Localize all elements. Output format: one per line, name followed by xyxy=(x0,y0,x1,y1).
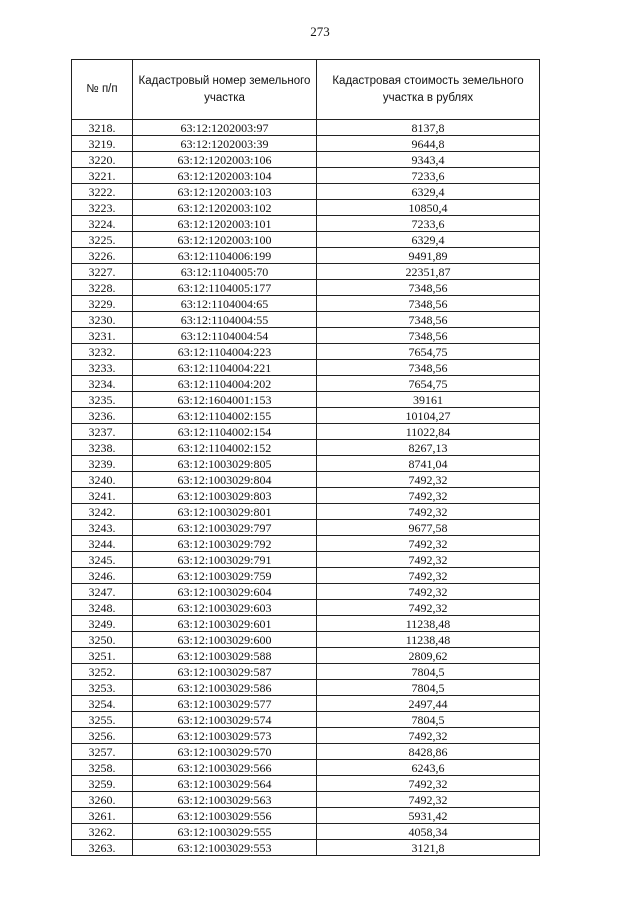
cadastral-value-cell: 7654,75 xyxy=(317,344,540,360)
cadastral-value-cell: 3121,8 xyxy=(317,840,540,856)
row-number-cell: 3263. xyxy=(72,840,133,856)
table-row xyxy=(72,520,540,536)
row-number-cell: 3256. xyxy=(72,728,133,744)
row-number-cell: 3249. xyxy=(72,616,133,632)
table-row xyxy=(72,536,540,552)
cadastral-number-cell: 63:12:1003029:573 xyxy=(133,728,317,744)
table-row xyxy=(72,152,540,168)
header-cadastral-value: Кадастровая стоимость земельного участка в рублях xyxy=(317,60,540,120)
table-row xyxy=(72,616,540,632)
cadastral-value-cell: 7492,32 xyxy=(317,792,540,808)
table-row xyxy=(72,664,540,680)
row-number-cell: 3255. xyxy=(72,712,133,728)
cadastral-number-cell: 63:12:1003029:564 xyxy=(133,776,317,792)
cadastral-number-cell: 63:12:1003029:577 xyxy=(133,696,317,712)
table-row xyxy=(72,792,540,808)
row-number-cell: 3218. xyxy=(72,120,133,136)
cadastral-value-cell: 2497,44 xyxy=(317,696,540,712)
cadastral-number-cell: 63:12:1202003:102 xyxy=(133,200,317,216)
cadastral-number-cell: 63:12:1104006:199 xyxy=(133,248,317,264)
row-number-cell: 3233. xyxy=(72,360,133,376)
cadastral-value-cell: 9343,4 xyxy=(317,152,540,168)
table-row xyxy=(72,120,540,136)
cadastral-number-cell: 63:12:1003029:587 xyxy=(133,664,317,680)
cadastral-number-cell: 63:12:1104004:221 xyxy=(133,360,317,376)
cadastral-value-cell: 11238,48 xyxy=(317,632,540,648)
table-row xyxy=(72,744,540,760)
table-row xyxy=(72,280,540,296)
cadastral-number-cell: 63:12:1003029:574 xyxy=(133,712,317,728)
row-number-cell: 3259. xyxy=(72,776,133,792)
cadastral-number-cell: 63:12:1003029:566 xyxy=(133,760,317,776)
row-number-cell: 3252. xyxy=(72,664,133,680)
cadastral-value-cell: 8428,86 xyxy=(317,744,540,760)
cadastral-number-cell: 63:12:1104002:154 xyxy=(133,424,317,440)
cadastral-number-cell: 63:12:1202003:106 xyxy=(133,152,317,168)
table-row xyxy=(72,760,540,776)
cadastral-number-cell: 63:12:1104002:152 xyxy=(133,440,317,456)
table-row xyxy=(72,632,540,648)
cadastral-value-cell: 7348,56 xyxy=(317,296,540,312)
cadastral-value-cell: 7492,32 xyxy=(317,488,540,504)
cadastral-number-cell: 63:12:1202003:101 xyxy=(133,216,317,232)
table-row xyxy=(72,264,540,280)
row-number-cell: 3251. xyxy=(72,648,133,664)
cadastral-number-cell: 63:12:1003029:563 xyxy=(133,792,317,808)
cadastral-value-cell: 7233,6 xyxy=(317,168,540,184)
table-row xyxy=(72,200,540,216)
cadastral-value-cell: 7492,32 xyxy=(317,472,540,488)
table-row xyxy=(72,808,540,824)
row-number-cell: 3243. xyxy=(72,520,133,536)
cadastral-value-cell: 7492,32 xyxy=(317,584,540,600)
cadastral-value-cell: 2809,62 xyxy=(317,648,540,664)
row-number-cell: 3229. xyxy=(72,296,133,312)
table-row xyxy=(72,824,540,840)
cadastral-number-cell: 63:12:1003029:601 xyxy=(133,616,317,632)
cadastral-number-cell: 63:12:1003029:803 xyxy=(133,488,317,504)
cadastral-value-cell: 10850,4 xyxy=(317,200,540,216)
row-number-cell: 3261. xyxy=(72,808,133,824)
cadastral-number-cell: 63:12:1104004:223 xyxy=(133,344,317,360)
cadastral-value-cell: 8741,04 xyxy=(317,456,540,472)
cadastral-value-cell: 7348,56 xyxy=(317,280,540,296)
cadastral-number-cell: 63:12:1003029:759 xyxy=(133,568,317,584)
table-row xyxy=(72,344,540,360)
cadastral-number-cell: 63:12:1003029:792 xyxy=(133,536,317,552)
cadastral-number-cell: 63:12:1202003:100 xyxy=(133,232,317,248)
row-number-cell: 3247. xyxy=(72,584,133,600)
table-row xyxy=(72,296,540,312)
table-row xyxy=(72,232,540,248)
row-number-cell: 3262. xyxy=(72,824,133,840)
cadastral-number-cell: 63:12:1003029:805 xyxy=(133,456,317,472)
header-row-number: № п/п xyxy=(72,60,133,120)
cadastral-value-cell: 7492,32 xyxy=(317,504,540,520)
cadastral-value-cell: 11022,84 xyxy=(317,424,540,440)
cadastral-value-cell: 7348,56 xyxy=(317,312,540,328)
cadastral-value-cell: 9644,8 xyxy=(317,136,540,152)
table-row xyxy=(72,136,540,152)
cadastral-value-cell: 8137,8 xyxy=(317,120,540,136)
cadastral-number-cell: 63:12:1003029:804 xyxy=(133,472,317,488)
cadastral-value-cell: 7348,56 xyxy=(317,328,540,344)
table-row xyxy=(72,216,540,232)
row-number-cell: 3245. xyxy=(72,552,133,568)
cadastral-number-cell: 63:12:1104005:70 xyxy=(133,264,317,280)
cadastral-number-cell: 63:12:1003029:600 xyxy=(133,632,317,648)
cadastral-value-cell: 9491,89 xyxy=(317,248,540,264)
row-number-cell: 3240. xyxy=(72,472,133,488)
table-row xyxy=(72,376,540,392)
cadastral-value-cell: 6329,4 xyxy=(317,232,540,248)
table-body xyxy=(72,120,540,856)
table-row xyxy=(72,248,540,264)
cadastral-number-cell: 63:12:1003029:801 xyxy=(133,504,317,520)
table-row xyxy=(72,408,540,424)
table-row xyxy=(72,440,540,456)
cadastral-value-cell: 9677,58 xyxy=(317,520,540,536)
table-row xyxy=(72,712,540,728)
cadastral-number-cell: 63:12:1003029:797 xyxy=(133,520,317,536)
cadastral-number-cell: 63:12:1202003:39 xyxy=(133,136,317,152)
row-number-cell: 3228. xyxy=(72,280,133,296)
cadastral-number-cell: 63:12:1003029:588 xyxy=(133,648,317,664)
cadastral-value-cell: 7492,32 xyxy=(317,776,540,792)
row-number-cell: 3223. xyxy=(72,200,133,216)
cadastral-value-cell: 7492,32 xyxy=(317,552,540,568)
cadastral-number-cell: 63:12:1104004:65 xyxy=(133,296,317,312)
row-number-cell: 3254. xyxy=(72,696,133,712)
cadastral-value-cell: 4058,34 xyxy=(317,824,540,840)
cadastral-value-cell: 6243,6 xyxy=(317,760,540,776)
table-row xyxy=(72,840,540,856)
row-number-cell: 3225. xyxy=(72,232,133,248)
row-number-cell: 3220. xyxy=(72,152,133,168)
cadastral-value-cell: 7492,32 xyxy=(317,600,540,616)
cadastral-value-cell: 5931,42 xyxy=(317,808,540,824)
table-row xyxy=(72,680,540,696)
table-row xyxy=(72,360,540,376)
table-row xyxy=(72,312,540,328)
table-row xyxy=(72,504,540,520)
table-row xyxy=(72,392,540,408)
cadastral-number-cell: 63:12:1202003:97 xyxy=(133,120,317,136)
cadastral-value-cell: 10104,27 xyxy=(317,408,540,424)
cadastral-value-cell: 7233,6 xyxy=(317,216,540,232)
table-row xyxy=(72,776,540,792)
cadastral-number-cell: 63:12:1003029:603 xyxy=(133,600,317,616)
table-row xyxy=(72,488,540,504)
cadastral-number-cell: 63:12:1003029:791 xyxy=(133,552,317,568)
table-row xyxy=(72,456,540,472)
cadastral-value-cell: 7804,5 xyxy=(317,680,540,696)
row-number-cell: 3260. xyxy=(72,792,133,808)
cadastral-number-cell: 63:12:1003029:556 xyxy=(133,808,317,824)
row-number-cell: 3237. xyxy=(72,424,133,440)
row-number-cell: 3221. xyxy=(72,168,133,184)
row-number-cell: 3244. xyxy=(72,536,133,552)
cadastral-value-cell: 7654,75 xyxy=(317,376,540,392)
cadastral-value-cell: 6329,4 xyxy=(317,184,540,200)
row-number-cell: 3238. xyxy=(72,440,133,456)
row-number-cell: 3227. xyxy=(72,264,133,280)
table-row xyxy=(72,568,540,584)
cadastral-number-cell: 63:12:1104002:155 xyxy=(133,408,317,424)
cadastral-value-table xyxy=(71,59,540,856)
cadastral-value-cell: 11238,48 xyxy=(317,616,540,632)
cadastral-number-cell: 63:12:1202003:104 xyxy=(133,168,317,184)
table-row xyxy=(72,472,540,488)
table-row xyxy=(72,648,540,664)
cadastral-number-cell: 63:12:1104005:177 xyxy=(133,280,317,296)
table-row xyxy=(72,424,540,440)
table-row xyxy=(72,600,540,616)
cadastral-value-cell: 22351,87 xyxy=(317,264,540,280)
page-number: 273 xyxy=(310,24,330,39)
cadastral-value-cell: 8267,13 xyxy=(317,440,540,456)
table-row xyxy=(72,728,540,744)
table-row xyxy=(72,168,540,184)
table-row xyxy=(72,552,540,568)
cadastral-value-cell: 7804,5 xyxy=(317,712,540,728)
row-number-cell: 3236. xyxy=(72,408,133,424)
cadastral-value-cell: 7804,5 xyxy=(317,664,540,680)
row-number-cell: 3224. xyxy=(72,216,133,232)
cadastral-value-cell: 39161 xyxy=(317,392,540,408)
row-number-cell: 3248. xyxy=(72,600,133,616)
cadastral-number-cell: 63:12:1003029:586 xyxy=(133,680,317,696)
row-number-cell: 3250. xyxy=(72,632,133,648)
row-number-cell: 3239. xyxy=(72,456,133,472)
cadastral-number-cell: 63:12:1104004:55 xyxy=(133,312,317,328)
row-number-cell: 3219. xyxy=(72,136,133,152)
cadastral-value-cell: 7492,32 xyxy=(317,568,540,584)
row-number-cell: 3242. xyxy=(72,504,133,520)
header-cadastral-number: Кадастровый номер земельного участка xyxy=(133,60,317,120)
row-number-cell: 3258. xyxy=(72,760,133,776)
row-number-cell: 3226. xyxy=(72,248,133,264)
cadastral-number-cell: 63:12:1104004:54 xyxy=(133,328,317,344)
cadastral-number-cell: 63:12:1003029:604 xyxy=(133,584,317,600)
table-header-row xyxy=(72,60,540,120)
cadastral-number-cell: 63:12:1003029:555 xyxy=(133,824,317,840)
cadastral-number-cell: 63:12:1604001:153 xyxy=(133,392,317,408)
cadastral-number-cell: 63:12:1003029:553 xyxy=(133,840,317,856)
row-number-cell: 3231. xyxy=(72,328,133,344)
cadastral-value-cell: 7492,32 xyxy=(317,536,540,552)
row-number-cell: 3235. xyxy=(72,392,133,408)
row-number-cell: 3230. xyxy=(72,312,133,328)
table-row xyxy=(72,696,540,712)
row-number-cell: 3257. xyxy=(72,744,133,760)
cadastral-number-cell: 63:12:1104004:202 xyxy=(133,376,317,392)
row-number-cell: 3246. xyxy=(72,568,133,584)
row-number-cell: 3234. xyxy=(72,376,133,392)
row-number-cell: 3232. xyxy=(72,344,133,360)
cadastral-value-cell: 7348,56 xyxy=(317,360,540,376)
table-row xyxy=(72,328,540,344)
cadastral-number-cell: 63:12:1003029:570 xyxy=(133,744,317,760)
row-number-cell: 3241. xyxy=(72,488,133,504)
cadastral-number-cell: 63:12:1202003:103 xyxy=(133,184,317,200)
table-row xyxy=(72,584,540,600)
row-number-cell: 3253. xyxy=(72,680,133,696)
row-number-cell: 3222. xyxy=(72,184,133,200)
table-row xyxy=(72,184,540,200)
cadastral-value-cell: 7492,32 xyxy=(317,728,540,744)
